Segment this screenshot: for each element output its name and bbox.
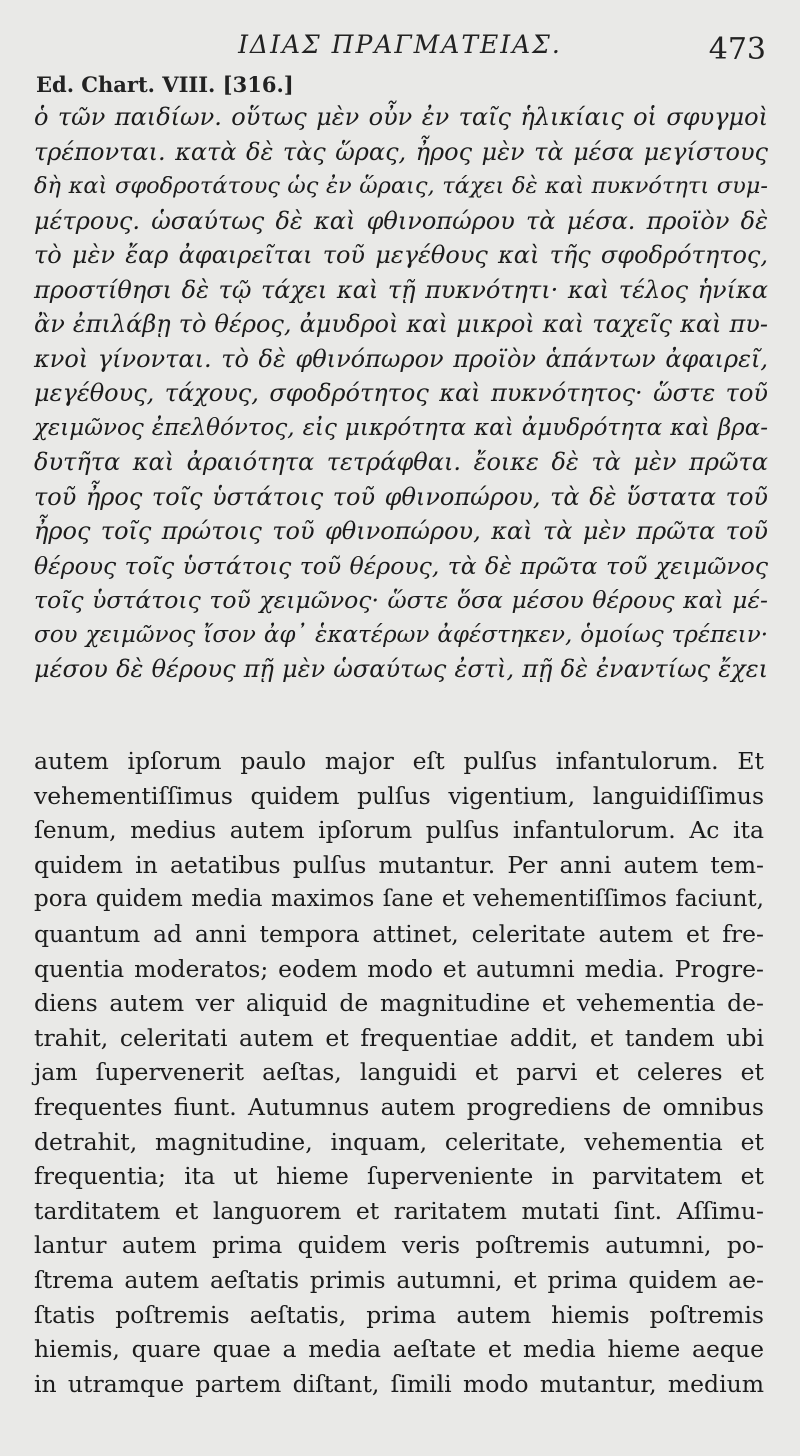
latin-line: jam ſupervenerit aeſtas, languidi et parvi et celeres et — [34, 1058, 764, 1087]
latin-line: in utramque partem diſtant, ſimili modo mutantur, medium — [34, 1369, 764, 1398]
latin-line: quidem in aetatibus pulſus mutantur. Per anni autem tem- — [34, 850, 764, 879]
latin-line: trahit, celeritati autem et frequentiae addit, et tandem ubi — [34, 1023, 764, 1052]
latin-line: autem ipſorum paulo major eſt pulſus infantulorum. Et — [34, 747, 764, 775]
greek-line: τρέπονται. κατὰ δὲ τὰς ὥρας, ἦρος μὲν τὰ μέσα μεγίστους — [34, 137, 768, 166]
greek-text-block — [34, 100, 768, 687]
latin-line: ſenum, medius autem ipſorum pulſus infantulorum. Ac ita — [34, 816, 764, 845]
latin-line: pora quidem media maximos ſane et vehementiſſimos faciunt, — [34, 886, 764, 913]
latin-line: diens autem ver aliquid de magnitudine et vehementia de- — [34, 989, 764, 1018]
greek-line: δυτῆτα καὶ ἀραιότητα τετράφθαι. ἔοικε δὲ τὰ μὲν πρῶτα — [34, 448, 768, 476]
greek-line: χειμῶνος ἐπελθόντος, εἰς μικρότητα καὶ ἀμυδρότητα καὶ βρα- — [34, 414, 768, 441]
latin-line: vehementiſſimus quidem pulſus vigentium, languidiſſimus — [34, 781, 764, 810]
latin-line: quentia moderatos; eodem modo et autumni media. Progre- — [34, 954, 764, 983]
greek-line: κνοὶ γίνονται. τὸ δὲ φθινόπωρον προϊὸν ἁπάντων ἀφαιρεῖ, — [34, 344, 768, 373]
running-header-title: ΙΔΙΑΣ ΠΡΑΓΜΑΤΕΙΑΣ. — [238, 30, 562, 59]
greek-line: μέσου δὲ θέρους πῇ μὲν ὡσαύτως ἐστὶ, πῇ δὲ ἐναντίως ἔχει — [34, 655, 768, 683]
greek-line: τοῦ ἦρος τοῖς ὑστάτοις τοῦ φθινοπώρου, τὰ δὲ ὕστατα τοῦ — [34, 482, 768, 511]
greek-line: ἂν ἐπιλάβῃ τὸ θέρος, ἀμυδροὶ καὶ μικροὶ καὶ ταχεῖς καὶ πυ- — [34, 310, 768, 338]
latin-line: hiemis, quare quae a media aeſtate et media hieme aeque — [34, 1335, 764, 1364]
latin-line: lantur autem prima quidem veris poſtremis autumni, po- — [34, 1231, 764, 1260]
greek-line: ὁ τῶν παιδίων. οὕτως μὲν οὖν ἐν ταῖς ἡλικίαις οἱ σφυγμοὶ — [34, 103, 768, 131]
greek-line: ἦρος τοῖς πρώτοις τοῦ φθινοπώρου, καὶ τὰ μὲν πρῶτα τοῦ — [34, 517, 768, 545]
greek-line: μεγέθους, τάχους, σφοδρότητος καὶ πυκνότητος· ὥστε τοῦ — [34, 379, 768, 407]
latin-line: ſtatis poſtremis aeſtatis, prima autem hiemis poſtremis — [34, 1300, 764, 1329]
latin-line: ſtrema autem aeſtatis primis autumni, et prima quidem ae- — [34, 1265, 764, 1294]
latin-line: quantum ad anni tempora attinet, celeritate autem et fre- — [34, 919, 764, 948]
latin-text-block — [34, 744, 764, 1401]
edition-reference: Ed. Chart. VIII. [316.] — [36, 72, 294, 97]
greek-line: σου χειμῶνος ἴσον ἀφ᾽ ἑκατέρων ἀφέστηκεν, ὁμοίως τρέπειν· — [34, 621, 768, 648]
latin-line: frequentia; ita ut hieme ſuperveniente in parvitatem et — [34, 1162, 764, 1191]
greek-line: μέτρους. ὡσαύτως δὲ καὶ φθινοπώρου τὰ μέσα. προϊὸν δὲ — [34, 206, 768, 235]
page-number: 473 — [708, 32, 766, 67]
greek-line: δὴ καὶ σφοδροτάτους ὡς ἐν ὥραις, τάχει δὲ καὶ πυκνότητι συμ- — [34, 173, 768, 199]
latin-line: frequentes fiunt. Autumnus autem progrediens de omnibus — [34, 1092, 764, 1121]
greek-line: τοῖς ὑστάτοις τοῦ χειμῶνος· ὥστε ὅσα μέσου θέρους καὶ μέ- — [34, 586, 768, 614]
greek-line: τὸ μὲν ἔαρ ἀφαιρεῖται τοῦ μεγέθους καὶ τῆς σφοδρότητος, — [34, 241, 768, 269]
greek-line: θέρους τοῖς ὑστάτοις τοῦ θέρους, τὰ δὲ πρῶτα τοῦ χειμῶνος — [34, 551, 768, 580]
latin-line: detrahit, magnitudine, inquam, celeritate, vehementia et — [34, 1127, 764, 1156]
greek-line: προστίθησι δὲ τῷ τάχει καὶ τῇ πυκνότητι· καὶ τέλος ἡνίκα — [34, 275, 768, 304]
latin-line: tarditatem et languorem et raritatem mutati ſint. Aſſimu- — [34, 1196, 764, 1225]
